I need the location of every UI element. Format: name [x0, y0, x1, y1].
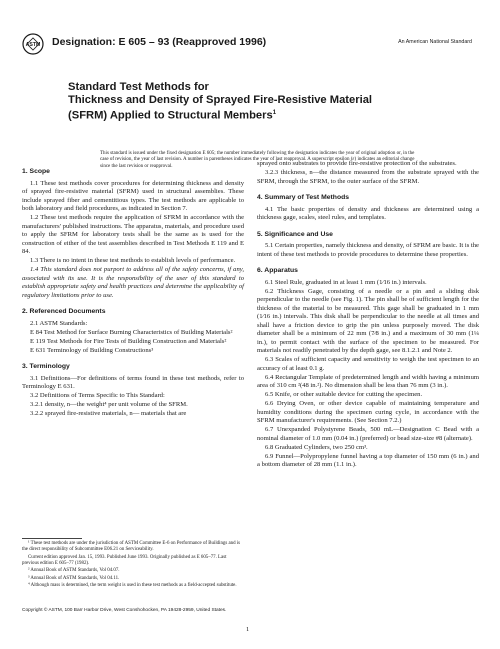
- title-line-2: Thickness and Density of Sprayed Fire-Resistive Material: [68, 94, 373, 106]
- section-heading-significance: 5. Significance and Use: [257, 230, 333, 238]
- paragraph-6-3: 6.3 Scales of sufficient capacity and sensitivity to weigh the test specimen to an accuracy of at least 0.1 g.: [257, 356, 479, 372]
- paragraph-6-2: 6.2 Thickness Gage, consisting of a needle or a pin and a sliding disk perpendicular to the needle (see Fig. 1). The pin shall be of sufficient length for the thickness of the material to be measured. This gage shall be graduated in 1 mm (1⁄16 in.) intervals. This disk shall be perpendicular to the needle at all times and shall have a friction device to grip the pin unless purposely moved. The disk diameter shall be a minimum of 22 mm (7⁄8 in.) and a maximum of 30 mm (1¼ in.), to permit contact with the surface of the specimen to be measured. For materials not readily penetrated by the depth gage, see 8.1.2.1 and Note 2.: [257, 287, 479, 354]
- paragraph-6-5: 6.5 Knife, or other suitable device for cutting the specimen.: [265, 391, 423, 398]
- copyright-notice: Copyright © ASTM, 100 Barr Harbor Drive, West Conshohocken, PA 19428-2959, United States.: [22, 608, 227, 613]
- page-number: 1: [246, 626, 250, 633]
- document-title: [68, 81, 448, 123]
- footnote-1-edition: Current edition approved Jan. 15, 1993. Published June 1993. Originally published as E 605–77. Last previous edition E 605–77 (1982).: [22, 554, 227, 566]
- paragraph-6-1: 6.1 Steel Rule, graduated in at least 1 mm (1⁄16 in.) intervals.: [265, 278, 427, 286]
- astm-logo-icon: [22, 33, 44, 55]
- section-heading-terminology: 3. Terminology: [22, 363, 70, 370]
- section-heading-summary: 4. Summary of Test Methods: [257, 194, 350, 201]
- paragraph-1-1: 1.1 These test methods cover procedures for determining thickness and density of sprayed fire-resistive material (SFRM) used in structural assemblies. These include sprayed fiber and cementitious types. The test methods are applicable to both laboratory and field procedures, as indicated in Section 7.: [22, 179, 244, 212]
- reference-e631: E 631 Terminology of Building Constructions³: [30, 346, 154, 354]
- right-column: [257, 160, 479, 470]
- paragraph-3-2-3: 3.2.3 thickness, n—the distance measured from the substrate sprayed with the SFRM, through the SFRM, to the outer surface of the SFRM.: [257, 169, 479, 185]
- title-footnote-mark: 1: [272, 110, 277, 116]
- section-heading-apparatus: 6. Apparatus: [257, 267, 298, 274]
- paragraph-3-2-1: 3.2.1 density, n—the weight⁴ per unit volume of the SFRM.: [30, 401, 188, 408]
- paragraph-3-1: 3.1 Definitions—For definitions of terms found in these test methods, refer to Terminology E 631.: [22, 374, 244, 390]
- paragraph-1-3: 1.3 There is no intent in these test methods to establish levels of performance.: [30, 257, 236, 264]
- paragraph-3-2: 3.2 Definitions of Terms Specific to This Standard:: [30, 392, 165, 399]
- paragraph-3-2-2: 3.2.2 sprayed fire-resistive materials, n— materials that are: [30, 410, 187, 417]
- footnote-2: ² Annual Book of ASTM Standards, Vol 04.07.: [28, 568, 120, 573]
- paragraph-4-1: 4.1 The basic properties of density and thickness are determined using a thickness gage, scales, steel rules, and templates.: [257, 205, 479, 221]
- footnote-3: ³ Annual Book of ASTM Standards, Vol 04.11.: [28, 575, 120, 581]
- left-column: [22, 160, 244, 419]
- title-line-3: (SFRM) Applied to Structural Members$^1$: [68, 109, 277, 122]
- reference-e119: E 119 Test Methods for Fire Tests of Building Construction and Materials²: [30, 337, 227, 345]
- paragraph-5-1: 5.1 Certain properties, namely thickness and density, of SFRM are basic. It is the intent of these test methods to provide procedures to determine these properties.: [257, 242, 479, 258]
- footnote-4: ⁴ Although mass is determined, the term weight is used in these test methods as a field-accepted substitute.: [28, 583, 237, 588]
- paragraph-6-9: 6.9 Funnel—Polypropylene funnel having a top diameter of 150 mm (6 in.) and a bottom diameter of 28 mm (1.1 in.).: [257, 452, 479, 468]
- footnote-divider: [22, 538, 82, 539]
- reference-e84: E 84 Test Method for Surface Burning Characteristics of Building Materials²: [30, 328, 233, 336]
- svg-text:ASTM: ASTM: [25, 42, 41, 49]
- title-line-1: Standard Test Methods for: [68, 81, 209, 93]
- standard-issuance-note: This standard is issued under the fixed designation E 605; the number immediately following the designation indicates the year of original adoption or, in the case of revision, the year of last revision. A number in parentheses indicates the year of last reapproval. A superscript epsilon (ε) indicates an editorial change since the last revision or reapproval.: [100, 151, 415, 169]
- section-heading-scope: 1. Scope: [22, 168, 50, 175]
- section-heading-referenced-documents: 2. Referenced Documents: [22, 308, 106, 315]
- paragraph-6-8: 6.8 Graduated Cylinders, two 250 cm³.: [265, 443, 368, 451]
- paragraph-3-2-2-continued: sprayed onto substrates to provide fire-resistive protection of the substrates.: [257, 160, 457, 167]
- paragraph-6-7: 6.7 Unexpanded Polystyrene Beads, 500 mL—Designation C Bead with a nominal diameter of 1.0 mm (0.04 in.) (preferred) or bead size-size #8 (alternate).: [257, 426, 479, 442]
- paragraph-1-2: 1.2 These test methods require the application of SFRM in accordance with the manufacturers' published instructions. The apparatus, materials, and procedure used to apply the SFRM for laboratory tests shall be the same as is used for the construction of either of the test assemblies described in Test Methods E 119 and E 84.: [22, 214, 244, 255]
- footnote-1: ¹ These test methods are under the jurisdiction of ASTM Committee E-6 on Performance of Buildings and is the direct responsibility of Subcommittee E06.21 on Serviceability.: [22, 541, 241, 552]
- footnotes: [22, 538, 244, 591]
- paragraph-6-4: 6.4 Rectangular Template of predetermined length and width having a minimum area of 310 cm ²(48 in.²). No dimension shall be less than 76 mm (3 in.).: [257, 373, 479, 389]
- designation: Designation: E 605 – 93 (Reapproved 1996): [52, 36, 267, 48]
- publisher-note: An American National Standard: [398, 39, 472, 45]
- paragraph-2-1: 2.1 ASTM Standards:: [30, 319, 88, 327]
- paragraph-6-6: 6.6 Drying Oven, or other device capable of maintaining temperature and humidity conditions during the specimen curing cycle, in accordance with the SFRM manufacturer's requirements. (See Section 7.2.): [257, 400, 479, 424]
- paragraph-1-4: 1.4 This standard does not purport to address all of the safety concerns, if any, associated with its use. It is the responsibility of the user of this standard to establish appropriate safety and health practices and determine the applicability of regulatory limitations prior to use.: [22, 266, 244, 299]
